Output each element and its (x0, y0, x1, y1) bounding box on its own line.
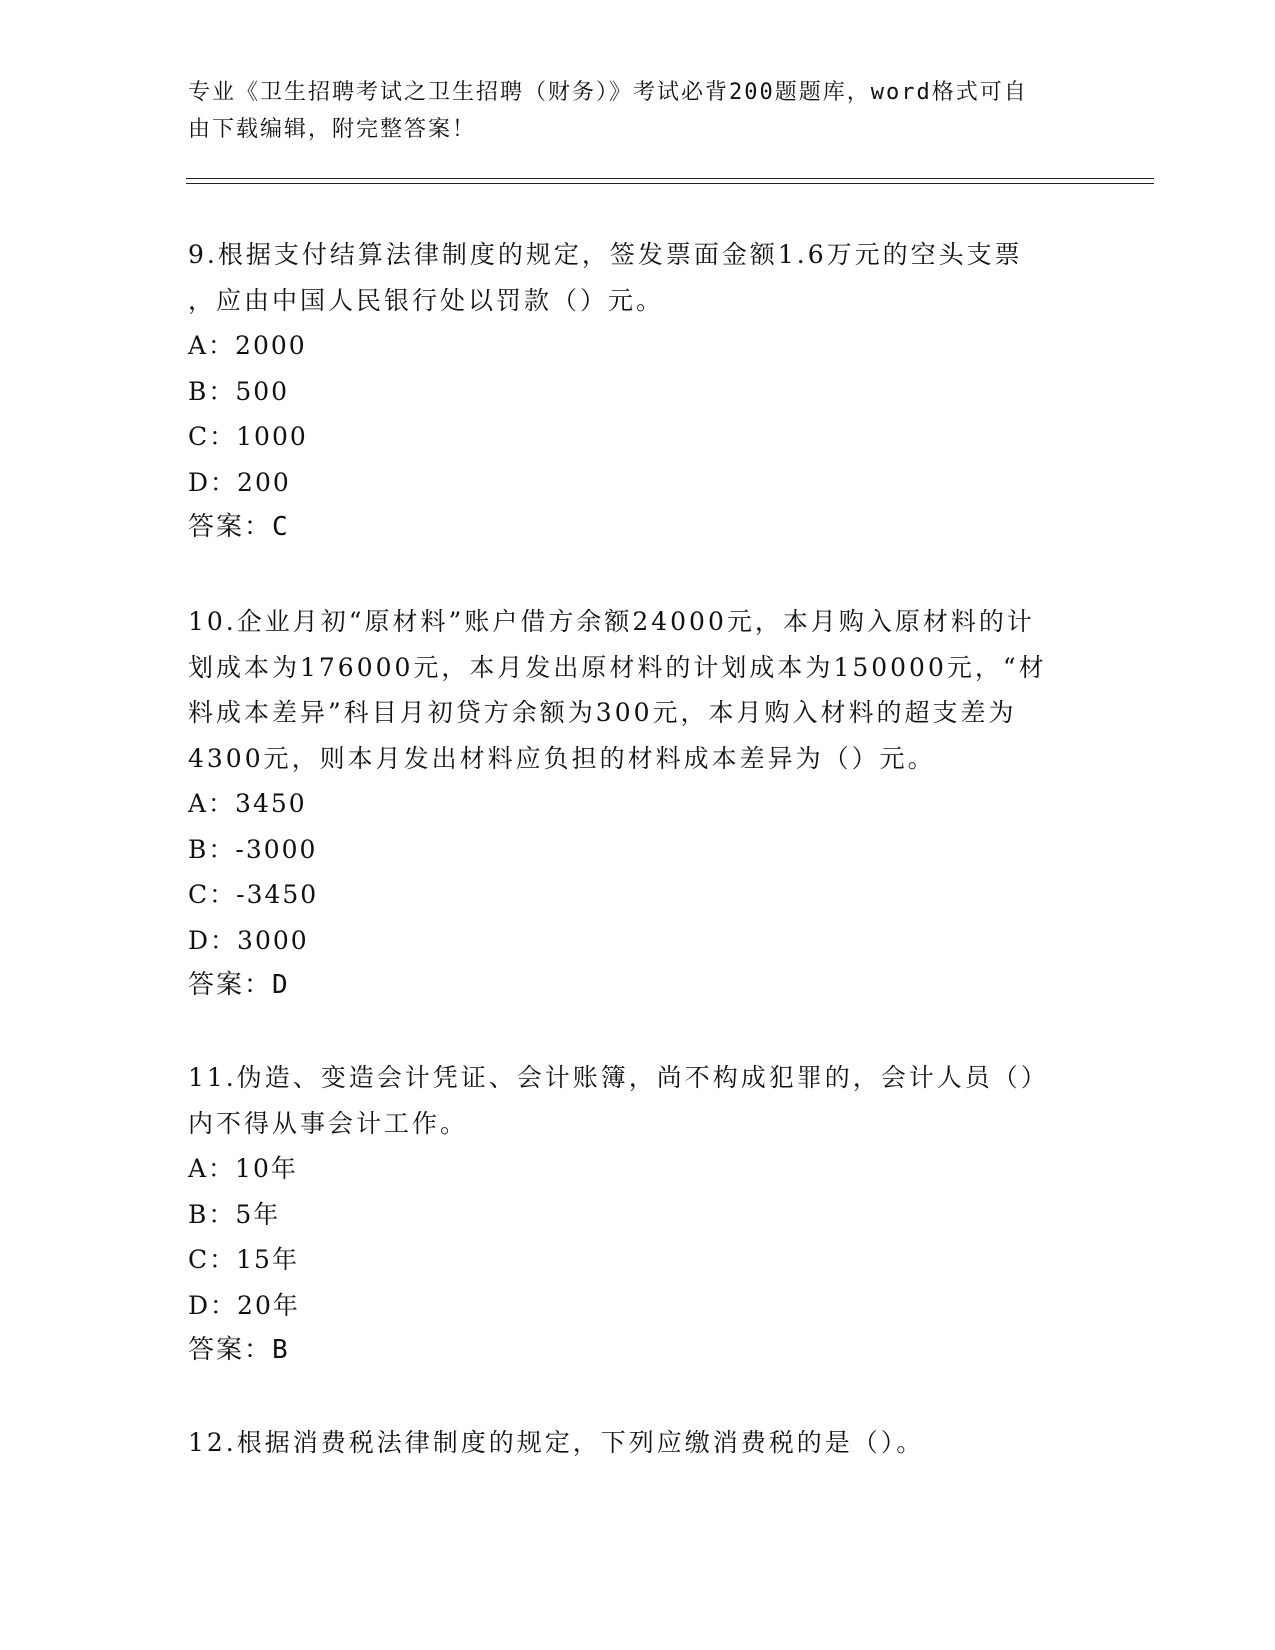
question-10 (188, 599, 1088, 1009)
option-a: A：3450 (188, 789, 307, 818)
answer-line: 答案：D (188, 970, 290, 1000)
question-stem-line: 10.企业月初“原材料”账户借方余额24000元，本月购入原材料的计 (188, 607, 1035, 636)
document-header (188, 74, 1068, 148)
question-stem-line: 划成本为176000元，本月发出原材料的计划成本为150000元，“材 (188, 652, 1047, 682)
option-b: B：5年 (188, 1199, 281, 1229)
option-c: C：-3450 (188, 880, 319, 909)
option-d: D：20年 (188, 1290, 300, 1320)
option-b: B：-3000 (188, 834, 318, 864)
question-stem-line: 料成本差异”科目月初贷方余额为300元，本月购入材料的超支差为 (188, 698, 1017, 727)
question-stem-line: 11.伪造、变造会计凭证、会计账簿，尚不构成犯罪的，会计人员（） (188, 1063, 1049, 1092)
header-divider-top (186, 178, 1154, 179)
header-divider-bottom (186, 183, 1154, 184)
option-a: A：2000 (188, 331, 307, 360)
option-d: D：3000 (188, 925, 309, 955)
question-stem-line: 9.根据支付结算法律制度的规定，签发票面金额1.6万元的空头支票 (188, 240, 1023, 269)
option-c: C：15年 (188, 1245, 299, 1274)
header-line-2: 由下载编辑，附完整答案！ (188, 117, 477, 142)
question-stem-line: 4300元，则本月发出材料应负担的材料成本差异为（）元。 (188, 743, 936, 773)
question-12 (188, 1420, 1088, 1466)
question-stem-line: 内不得从事会计工作。 (188, 1108, 469, 1138)
question-stem-line: ，应由中国人民银行处以罚款（）元。 (188, 285, 665, 315)
option-b: B：500 (188, 376, 290, 406)
option-a: A：10年 (188, 1154, 298, 1183)
question-11 (188, 1055, 1088, 1374)
answer-line: 答案：C (188, 512, 290, 542)
header-line-1: 专业《卫生招聘考试之卫生招聘（财务）》考试必背200题题库，word格式可自 (188, 80, 1028, 105)
answer-line: 答案：B (188, 1335, 290, 1365)
option-c: C：1000 (188, 422, 308, 451)
option-d: D：200 (188, 467, 291, 497)
question-9 (188, 232, 1088, 551)
question-stem-line: 12.根据消费税法律制度的规定，下列应缴消费税的是（）。 (188, 1428, 925, 1457)
